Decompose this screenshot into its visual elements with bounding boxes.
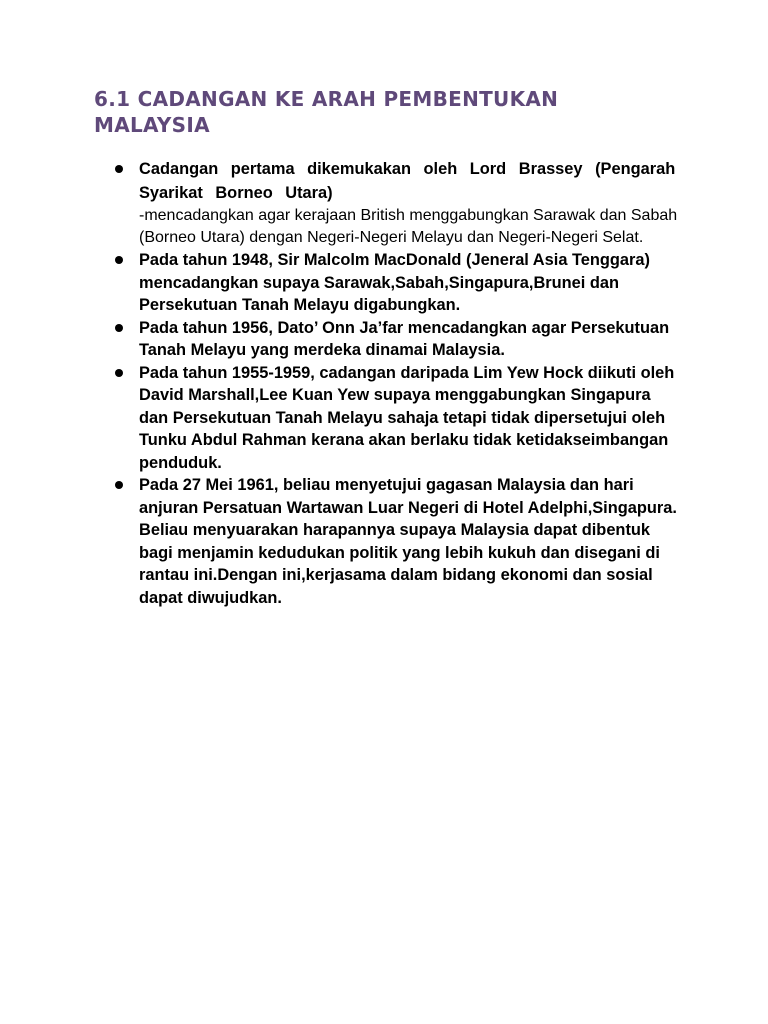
bullet-dot-icon	[115, 481, 123, 489]
list-item	[94, 474, 678, 609]
bullet-dot-icon	[115, 165, 123, 173]
bullet-bold-text: Cadangan pertama dikemukakan oleh Lord Brassey (Pengarah Syarikat Borneo Utara)	[139, 160, 676, 202]
section-heading: 6.1 CADANGAN KE ARAH PEMBENTUKAN MALAYSIA	[94, 87, 559, 137]
list-item	[94, 317, 678, 362]
bullet-bold-text: Pada tahun 1956, Dato’ Onn Ja’far mencadangkan agar Persekutuan Tanah Melayu yang merdeka dinamai Malaysia.	[139, 318, 670, 359]
list-item	[94, 362, 678, 475]
bullet-list	[94, 158, 678, 609]
bullet-plain-text: -mencadangkan agar kerajaan British menggabungkan Sarawak dan Sabah (Borneo Utara) dengan Negeri-Negeri Melayu dan Negeri-Negeri Selat.	[139, 207, 678, 246]
bullet-bold-text: Pada tahun 1955-1959, cadangan daripada Lim Yew Hock diikuti oleh David Marshall,Lee Kuan Yew supaya menggabungkan Singapura dan Persekutuan Tanah Melayu sahaja tetapi tidak dipersetujui oleh Tunku Abdul Rahman kerana akan berlaku tidak ketidakseimbangan penduduk.	[139, 363, 675, 472]
bullet-bold-text: Pada 27 Mei 1961, beliau menyetujui gagasan Malaysia dan hari anjuran Persatuan Wartawan Luar Negeri di Hotel Adelphi,Singapura. Beliau menyuarakan harapannya supaya Malaysia dapat dibentuk bagi menjamin kedudukan politik yang lebih kukuh dan disegani di rantau ini.Dengan ini,kerjasama dalam bidang ekonomi dan sosial dapat diwujudkan.	[139, 476, 677, 607]
list-item	[94, 249, 678, 317]
bullet-dot-icon	[115, 256, 123, 264]
bullet-bold-text: Pada tahun 1948, Sir Malcolm MacDonald (Jeneral Asia Tenggara) mencadangkan supaya Sarawak,Sabah,Singapura,Brunei dan Persekutuan Tanah Melayu digabungkan.	[139, 251, 650, 314]
list-item	[94, 158, 678, 249]
bullet-dot-icon	[115, 369, 123, 377]
bullet-dot-icon	[115, 324, 123, 332]
